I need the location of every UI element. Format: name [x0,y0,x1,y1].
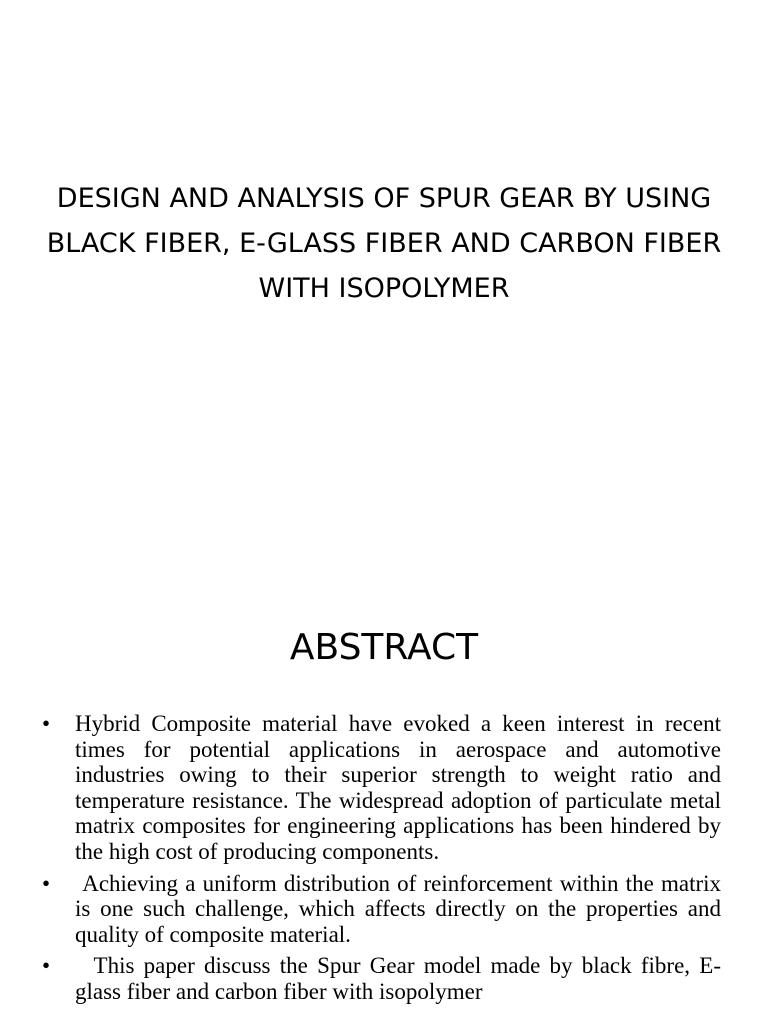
abstract-bullet-list [0,711,768,1011]
list-item [0,871,768,948]
bullet-icon: • [42,953,51,979]
list-item-text: Hybrid Composite material have evoked a keen interest in recent times for potential applications in aerospace and automotive industries owing to their superior strength to weight ratio and temperature resistance. The widespread adoption of particulate metal matrix composites for engineering applications has been hindered by the high cost of producing components. [75,711,727,864]
list-item [0,711,768,865]
abstract-heading: ABSTRACT [289,627,479,668]
list-item-text: Achieving a uniform distribution of reinforcement within the matrix is one such challenge, which affects directly on the properties and quality of composite material. [75,870,727,947]
list-item [0,953,768,1004]
slide-title: DESIGN AND ANALYSIS OF SPUR GEAR BY USING BLACK FIBER, E-GLASS FIBER AND CARBON FIBER WITH ISOPOLYMER [46,183,722,304]
list-item-text: This paper discuss the Spur Gear model made by black fibre, E-glass fiber and carbon fiber with isopolymer [75,953,722,1004]
bullet-icon: • [42,870,51,896]
bullet-icon: • [42,711,51,736]
